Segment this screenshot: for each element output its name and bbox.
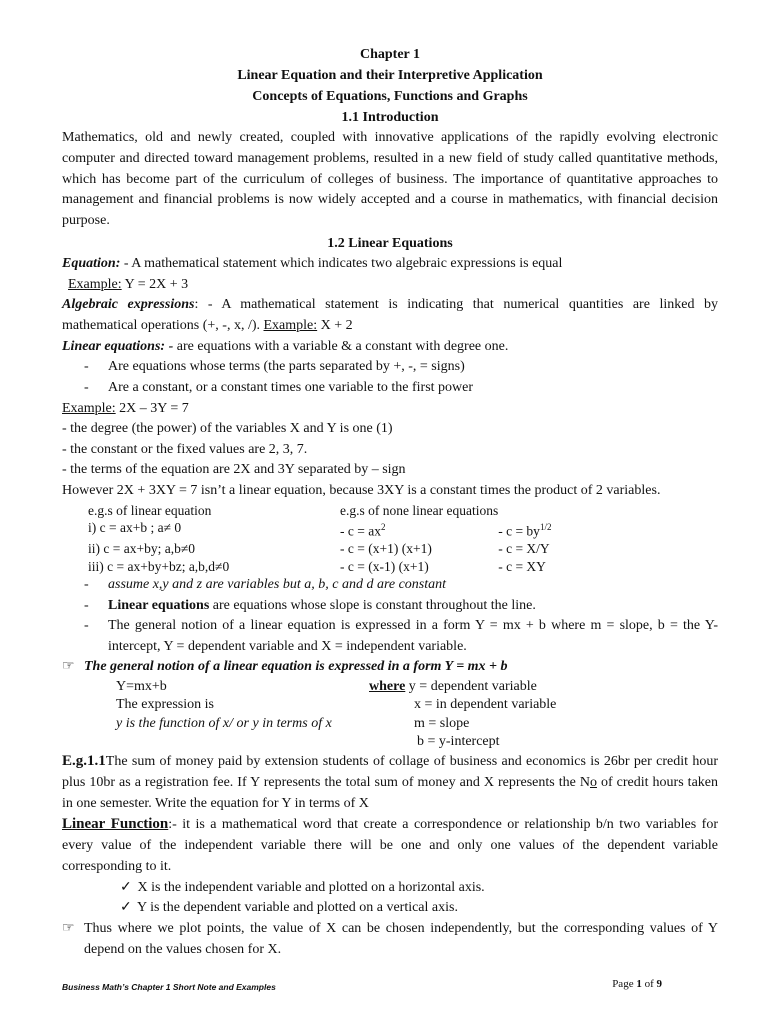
form-line: b = y-intercept — [417, 734, 500, 750]
where-line — [369, 678, 537, 697]
chapter-subtitle: Concepts of Equations, Functions and Graphs — [252, 89, 528, 104]
assume-note: assume x,y and z are variables but a, b, c and d are constant — [108, 577, 447, 593]
example-label: Example: — [68, 276, 122, 292]
note-line: - the constant or the fixed values are 2, 3, 7. — [62, 441, 308, 457]
note-line: However 2X + 3XY = 7 isn’t a linear equation, because 3XY is a constant times the product of 2 variables. — [62, 482, 661, 498]
list-item: - Linear equations are equations whose slope is constant throughout the line. — [84, 597, 536, 613]
example-label: Example: — [263, 317, 318, 333]
note-line: - the degree (the power) of the variables X and Y is one (1) — [62, 421, 393, 437]
note-line: - the terms of the equation are 2X and 3Y separated by – sign — [62, 462, 406, 478]
table-cell: - c = (x+1) (x+1) — [340, 541, 432, 557]
example-label: E.g.1.1 — [62, 752, 106, 769]
current-page: 1 — [636, 978, 642, 990]
total-pages: 9 — [656, 978, 662, 990]
table-cell — [498, 502, 551, 520]
form-line: The expression is — [116, 697, 214, 713]
form-line: y is the function of x/ or y in terms of x — [116, 715, 332, 731]
linear-equations-definition — [62, 337, 718, 358]
check-mark-icon: ✓ — [120, 879, 132, 895]
section-1-1-heading: 1.1 Introduction — [341, 110, 439, 125]
chapter-title: Linear Equation and their Interpretive Application — [237, 68, 543, 83]
of-word: of — [644, 978, 654, 990]
check-item — [62, 878, 718, 899]
example-label: Example: — [62, 400, 116, 416]
equation-definition — [62, 254, 718, 275]
pointing-hand-icon: ☞ — [62, 920, 75, 936]
hand-point-text: Thus where we plot points, the value of X can be chosen independently, but the corresponding values of Y depend on the values chosen for X. — [84, 920, 718, 957]
linear-function-definition — [62, 814, 718, 877]
cell-text: - c = by — [498, 523, 540, 539]
form-block — [62, 678, 718, 752]
list-item: - The general notion of a linear equation is expressed in a form Y = mx + b where m = slope, b = the Y-intercept, Y = dependent variable and X = independent variable. — [62, 616, 718, 657]
example-text: The sum of money paid by extension students of collage of business and economics is 26br per credit hour plus 10br as a registration fee. If Y represents the total sum of money and X represents the N — [62, 753, 718, 790]
hand-point-line — [62, 657, 718, 678]
table-cell: - c = X/Y — [498, 541, 550, 557]
table-header: e.g.s of linear equation — [88, 502, 212, 518]
table-cell: iii) c = ax+by+bz; a,b,d≠0 — [88, 558, 230, 574]
example-2 — [62, 399, 718, 420]
table-cell: - c = XY — [498, 558, 546, 574]
section-1-2-heading: 1.2 Linear Equations — [327, 235, 453, 251]
examples-table — [88, 502, 551, 576]
equation-example — [62, 275, 718, 296]
intro-paragraph: Mathematics, old and newly created, coupled with innovative applications of the rapidly evolving electronic computer and directed toward management problems, resulted in a new field of study called quantitative methods, which has become part of the curriculum of colleges of business. The importance of quantitative approaches to management and financial problems is now widely accepted and a course in mathematics, with financial decision purpose. — [62, 130, 718, 229]
equation-def: - A mathematical statement which indicates two algebraic expressions is equal — [120, 255, 563, 271]
table-cell: - c = (x-1) (x+1) — [340, 558, 429, 574]
list-item-text: Are equations whose terms (the parts separated by +, -, = signs) — [108, 359, 465, 375]
table-row — [88, 540, 551, 558]
linear-function-def: :- it is a mathematical word that create a correspondence or relationship b/n two variables for every value of the independent variable there will be one and only one values of the dependent variable corresponding to it. — [62, 817, 718, 874]
list-item: - Are a constant, or a constant times one variable to the first power — [84, 379, 474, 395]
list-item: - Are equations whose terms (the parts separated by +, -, = signs) — [84, 359, 465, 375]
check-mark-icon: ✓ — [120, 900, 132, 916]
check-item — [62, 898, 718, 919]
document-page — [62, 44, 718, 960]
footer-title: Business Math’s Chapter 1 Short Note and Examples — [62, 982, 276, 992]
check-text: X is the independent variable and plotted on a horizontal axis. — [137, 879, 485, 895]
page-word: Page — [612, 978, 634, 990]
form-line: Y=mx+b — [116, 678, 167, 694]
form-line: x = in dependent variable — [414, 697, 557, 713]
table-cell — [498, 519, 551, 540]
chapter-heading: Chapter 1 — [359, 47, 421, 62]
hand-point-paragraph — [62, 919, 718, 960]
where-label: where — [369, 678, 406, 694]
linear-def: are equations with a variable & a constant with degree one. — [173, 338, 509, 354]
superscript: 1/2 — [539, 522, 552, 533]
linear-equations-def: are equations whose slope is constant throughout the line. — [209, 597, 536, 613]
example-eq: 2X – 3Y = 7 — [115, 400, 189, 416]
check-text: Y is the dependent variable and plotted on a vertical axis. — [136, 900, 458, 916]
example-eq: Y = 2X + 3 — [121, 276, 189, 292]
algebraic-term: Algebraic expressions — [62, 297, 195, 313]
table-header: e.g.s of none linear equations — [340, 502, 499, 518]
general-notion-text: The general notion of a linear equation is expressed in a form Y = mx + b where m = slope, b = the Y-intercept, Y = dependent variable and X = independent variable. — [108, 618, 718, 654]
table-row — [88, 558, 551, 576]
table-cell: i) c = ax+b ; a≠ 0 — [88, 520, 182, 536]
equation-term: Equation: — [62, 255, 121, 271]
linear-term: Linear equations: - — [62, 338, 174, 354]
example-text: of credit hours taken in one semester. Write the equation for Y in terms of X — [62, 774, 718, 811]
example-1-1 — [62, 751, 718, 814]
linear-function-term: Linear Function — [62, 816, 169, 833]
list-item-text: Are a constant, or a constant times one variable to the first power — [108, 379, 474, 395]
form-line: y = dependent variable — [405, 678, 537, 694]
list-item: - assume x,y and z are variables but a, b, c and d are constant — [62, 575, 718, 596]
general-notion-heading: The general notion of a linear equation is expressed in a form Y = mx + b — [84, 659, 508, 675]
algebraic-def: : - A mathematical statement is indicating that numerical quantities are linked by mathematical operations (+, -, x, /). — [62, 297, 719, 333]
example-text: o — [589, 774, 597, 790]
cell-text: - c = ax — [340, 523, 381, 539]
table-cell: ii) c = ax+by; a,b≠0 — [88, 541, 195, 557]
table-cell — [340, 519, 498, 540]
pointing-hand-icon: ☞ — [62, 659, 75, 675]
superscript: 2 — [380, 522, 386, 533]
page-number — [612, 978, 662, 990]
algebraic-definition — [62, 295, 718, 337]
example-eq: X + 2 — [317, 317, 353, 333]
linear-equations-term: Linear equations — [108, 597, 210, 613]
table-row — [88, 519, 551, 540]
form-line: m = slope — [414, 715, 470, 731]
